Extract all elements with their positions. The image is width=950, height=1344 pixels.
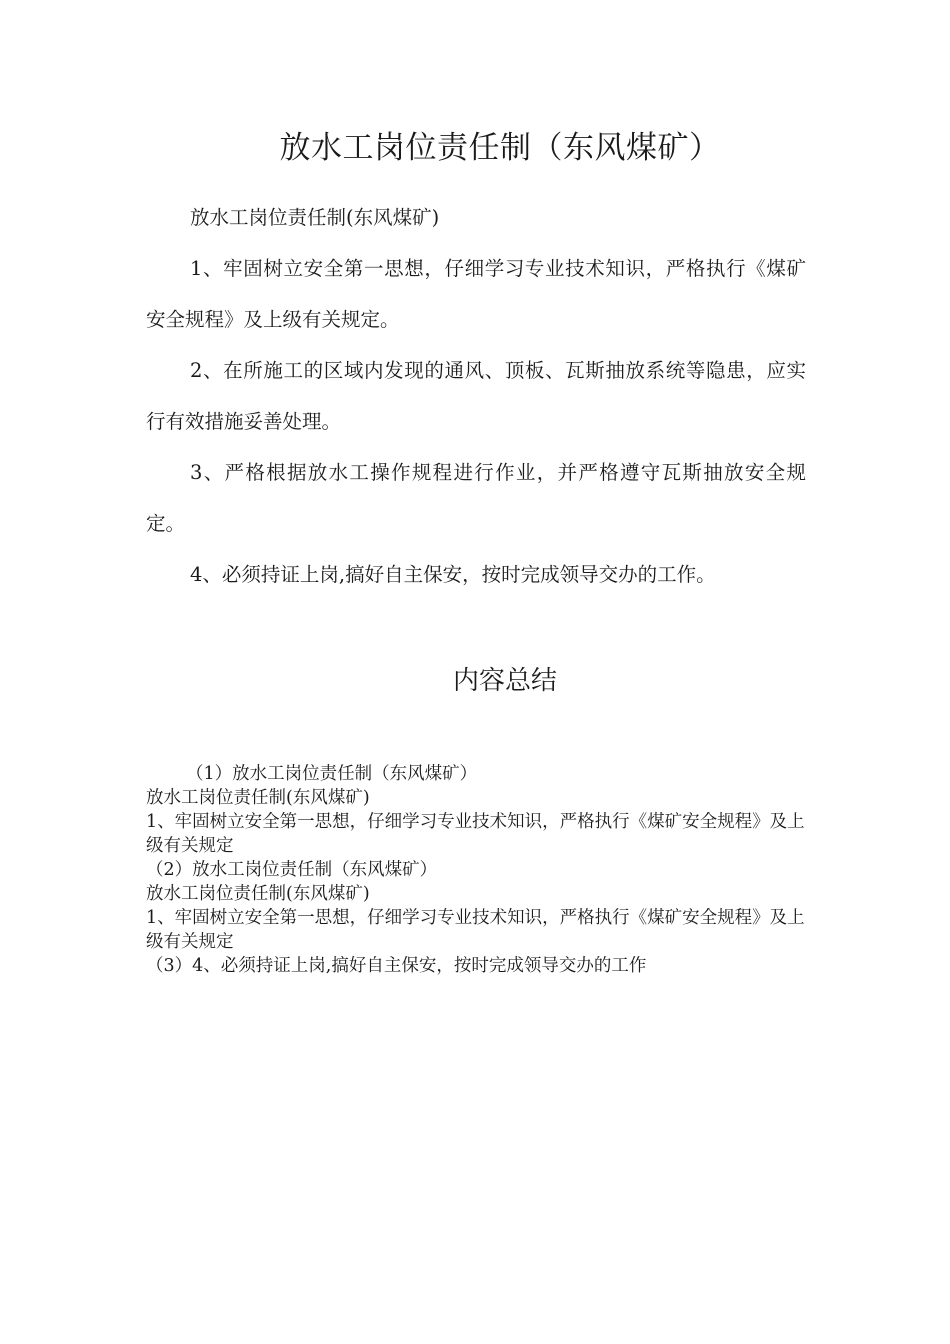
body-paragraph-4: 4、必须持证上岗,搞好自主保安，按时完成领导交办的工作。 xyxy=(190,563,716,586)
summary-line-1: （1）放水工岗位责任制（东风煤矿） xyxy=(186,764,478,784)
summary-body xyxy=(146,762,806,978)
summary-line-3: 1、牢固树立安全第一思想，仔细学习专业技术知识，严格执行《煤矿安全规程》及上级有关规定 xyxy=(146,812,805,856)
summary-line-5: 放水工岗位责任制(东风煤矿) xyxy=(146,884,370,904)
summary-line-6: 1、牢固树立安全第一思想，仔细学习专业技术知识，严格执行《煤矿安全规程》及上级有关规定 xyxy=(146,908,805,952)
body-paragraph-2: 2、在所施工的区域内发现的通风、顶板、瓦斯抽放系统等隐患，应实行有效措施妥善处理。 xyxy=(146,359,806,433)
summary-line-2: 放水工岗位责任制(东风煤矿) xyxy=(146,788,370,808)
body-paragraph-1: 1、牢固树立安全第一思想，仔细学习专业技术知识，严格执行《煤矿安全规程》及上级有关规定。 xyxy=(146,257,806,331)
summary-line-4: （2）放水工岗位责任制（东风煤矿） xyxy=(146,860,438,880)
summary-title: 内容总结 xyxy=(452,666,557,696)
summary-line-7: （3）4、必须持证上岗,搞好自主保安，按时完成领导交办的工作 xyxy=(146,956,647,976)
document-title: 放水工岗位责任制（东风煤矿） xyxy=(279,130,721,166)
document-body xyxy=(146,192,806,600)
body-paragraph-heading: 放水工岗位责任制(东风煤矿) xyxy=(190,206,440,229)
body-paragraph-3: 3、严格根据放水工操作规程进行作业，并严格遵守瓦斯抽放安全规定。 xyxy=(146,461,806,535)
